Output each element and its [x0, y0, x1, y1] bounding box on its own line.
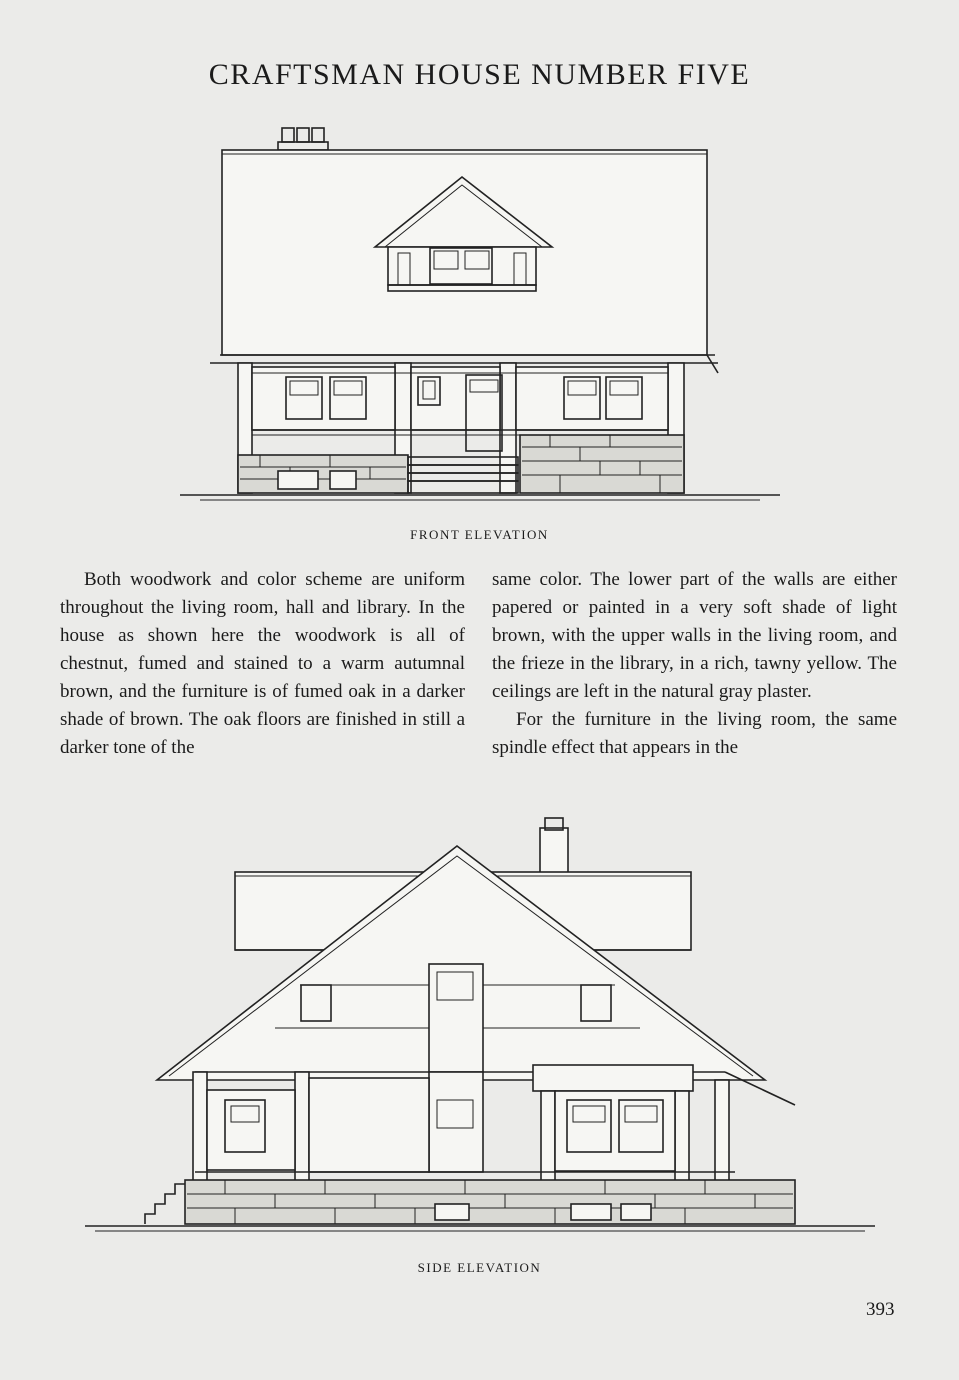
- side-elevation-caption: SIDE ELEVATION: [417, 1260, 542, 1275]
- side-elevation-drawing: [85, 810, 875, 1250]
- front-elevation-caption: FRONT ELEVATION: [410, 527, 549, 542]
- front-elevation-drawing: [180, 115, 780, 515]
- paragraph: Both woodwork and color scheme are uniform throughout the living room, hall and library. In the house as shown here the woodwork is all of chestnut, fumed and stained to a warm autumnal brown, and the furniture is of fumed oak in a darker shade of brown. The oak floors are finished in still a darker tone of the: [60, 569, 465, 758]
- paragraph-continuation: same color. The lower part of the walls are either papered or painted in a very soft shade of light brown, with the upper walls in the living room, and the frieze in the library, in a rich, tawny yellow. The ceilings are left in the natural gray plaster.: [492, 569, 897, 702]
- text-column-left: [60, 566, 465, 762]
- text-column-right: [492, 566, 897, 762]
- page-title: CRAFTSMAN HOUSE NUMBER FIVE: [208, 58, 751, 91]
- page-number: 393: [866, 1299, 895, 1320]
- paragraph: For the furniture in the living room, the same spindle effect that appears in the: [492, 709, 897, 758]
